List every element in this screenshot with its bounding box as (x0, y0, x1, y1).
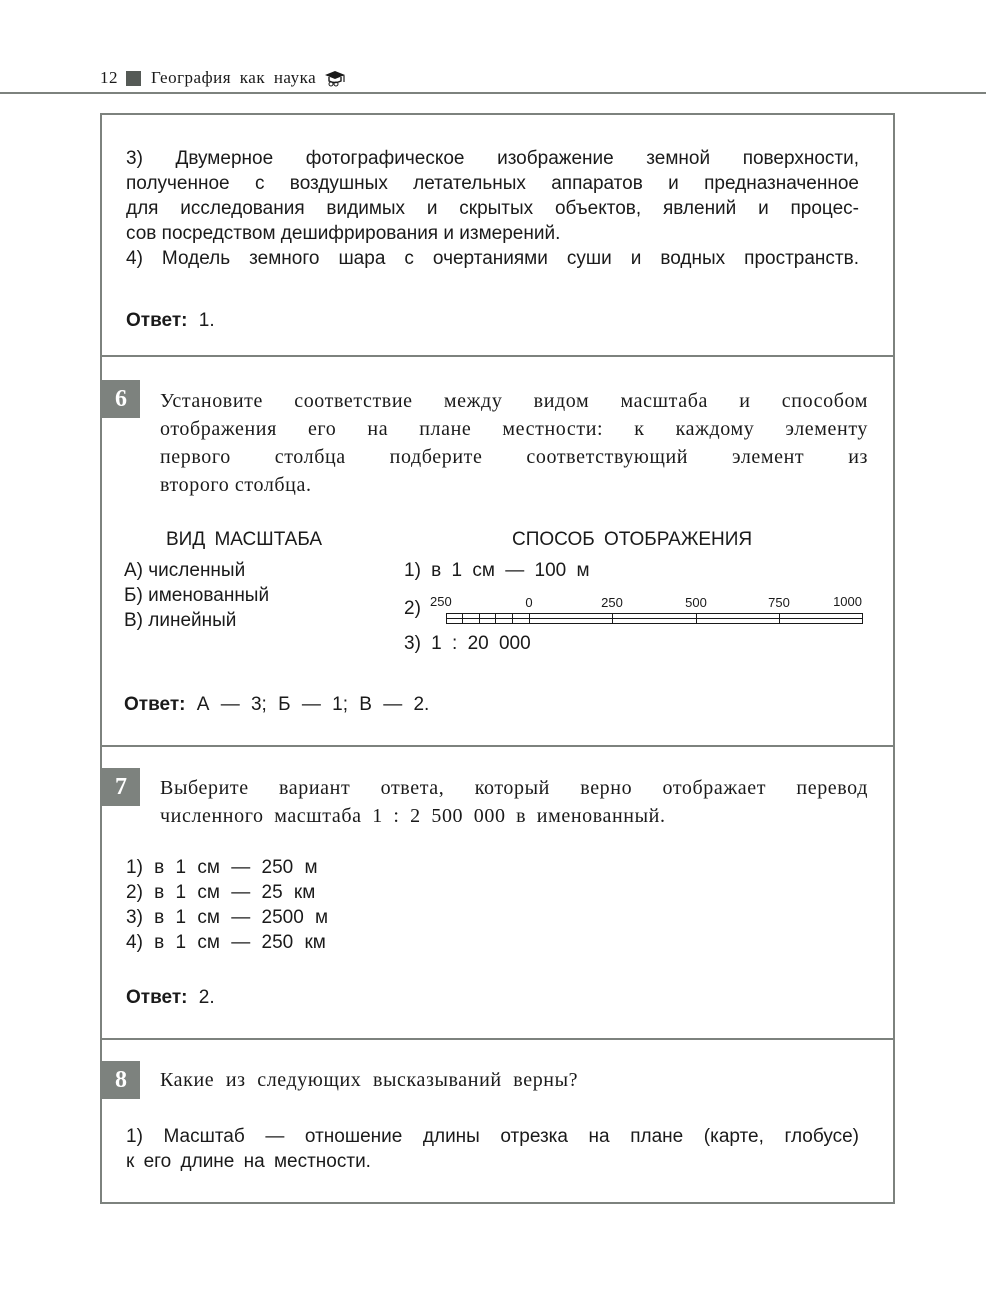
q6-text-line: второго столбца. (160, 474, 312, 496)
question-7 (100, 745, 895, 1040)
q7-text-line: Выберите вариант ответа, который верно отображает перевод (160, 777, 868, 799)
col1-header: ВИД МАСШТАБА (166, 529, 323, 550)
q7-text (160, 774, 868, 830)
answer-value: 1. (198, 310, 215, 331)
question-6 (100, 355, 895, 747)
q7-option: 3) в 1 см — 2500 м (126, 907, 329, 928)
q6-text-line: первого столбца подберите соответствующий элемент из (160, 446, 868, 468)
q8-text: Какие из следующих высказываний верны? (160, 1069, 579, 1091)
col1-items (124, 558, 269, 633)
answer-label: Ответ: (126, 987, 188, 1008)
q7-text-line: численного масштаба 1 : 2 500 000 в именованный. (160, 805, 666, 827)
question-8 (100, 1038, 895, 1204)
scale-tick-label: 1000 (833, 594, 862, 609)
q7-answer (126, 985, 215, 1010)
q6-text-line: Установите соответствие между видом масштаба и способом (160, 390, 868, 412)
q5-option-3-line: сов посредством дешифрирования и измерений. (126, 223, 561, 244)
page-number: 12 (100, 68, 118, 87)
linear-scale-bar (424, 589, 864, 629)
question-number-badge: 7 (102, 768, 140, 806)
col2-item-3: 3) 1 : 20 000 (404, 633, 531, 654)
question-5-continued (100, 113, 895, 357)
col1-item-a: А) численный (124, 560, 246, 581)
scale-tick-label: 250 (430, 594, 452, 609)
col1-item-c: В) линейный (124, 610, 237, 631)
q6-text-line: отображения его на плане местности: к каждому элементу (160, 418, 868, 440)
scale-tick-label: 500 (685, 595, 707, 610)
question-number-badge: 6 (102, 380, 140, 418)
answer-label: Ответ: (124, 694, 186, 715)
col1-item-b: Б) именованный (124, 585, 270, 606)
q5-option-3-line: для исследования видимых и скрытых объектов, явлений и процес- (126, 198, 859, 219)
q7-option: 2) в 1 см — 25 км (126, 882, 316, 903)
q8-option-1-line: к его длине на местности. (126, 1151, 371, 1172)
scale-tick-label: 0 (525, 595, 533, 610)
question-number-badge: 8 (102, 1061, 140, 1099)
q5-option-4: 4) Модель земного шара с очертаниями суши и водных пространств. (126, 248, 859, 269)
running-header (100, 66, 346, 90)
graduation-cap-icon (324, 69, 346, 87)
answer-value: А — 3; Б — 1; В — 2. (196, 694, 430, 715)
q8-option-1-line: 1) Масштаб — отношение длины отрезка на плане (карте, глобусе) (126, 1126, 859, 1147)
scale-bar-body (447, 614, 863, 624)
q7-options (126, 855, 328, 955)
scale-bar-fills (447, 614, 462, 618)
answer-value: 2. (198, 987, 215, 1008)
q7-option: 4) в 1 см — 250 км (126, 932, 326, 953)
col2-header: СПОСОБ ОТОБРАЖЕНИЯ (512, 529, 753, 550)
q8-option-1 (126, 1124, 859, 1174)
answer-label: Ответ: (126, 310, 188, 331)
col2-item-1: 1) в 1 см — 100 м (404, 560, 590, 581)
q6-answer (124, 692, 429, 717)
q5-option-3 (126, 146, 859, 271)
section-title: География как наука (151, 68, 317, 87)
q5-option-3-line: 3) Двумерное фотографическое изображение земной поверхности, (126, 148, 859, 169)
q7-option: 1) в 1 см — 250 м (126, 857, 318, 878)
col2-item-2-prefix: 2) (404, 598, 421, 619)
scale-tick-label: 750 (768, 595, 790, 610)
scale-tick-label: 250 (601, 595, 623, 610)
header-rule (0, 92, 986, 94)
q5-answer (126, 308, 215, 333)
q5-option-3-line: полученное с воздушных летательных аппаратов и предназначенное (126, 173, 859, 194)
q6-text (160, 387, 868, 499)
header-square-marker (126, 71, 141, 86)
